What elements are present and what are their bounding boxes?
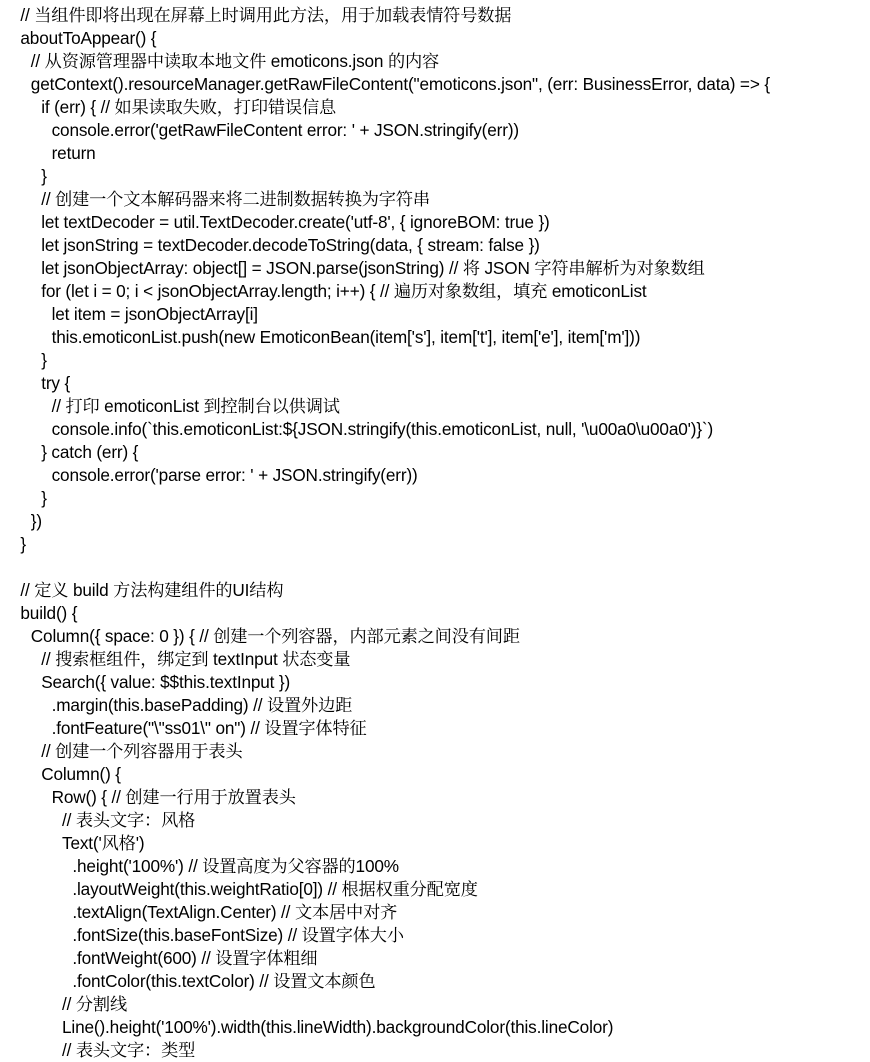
code-line: .fontFeature("\"ss01\" on") // 设置字体特征: [51, 718, 367, 738]
code-line: // 定义 build 方法构建组件的UI结构: [20, 580, 284, 600]
code-line: let jsonString = textDecoder.decodeToString(data, { stream: false }): [41, 235, 540, 255]
code-line: }: [20, 534, 26, 554]
code-line: let textDecoder = util.TextDecoder.create('utf-8', { ignoreBOM: true }): [41, 212, 550, 232]
code-line: // 表头文字：风格: [62, 810, 196, 830]
code-line: Search({ value: $$this.textInput }): [41, 672, 291, 692]
code-line: this.emoticonList.push(new EmoticonBean(item['s'], item['t'], item['e'], item['m'])): [51, 327, 641, 347]
code-line: .margin(this.basePadding) // 设置外边距: [51, 695, 353, 715]
code-line: return: [51, 143, 96, 163]
code-line: .fontColor(this.textColor) // 设置文本颜色: [72, 971, 376, 991]
code-line: }: [41, 166, 47, 186]
code-line: let item = jsonObjectArray[i]: [51, 304, 258, 324]
code-line: .fontSize(this.baseFontSize) // 设置字体大小: [72, 925, 404, 945]
code-line: .layoutWeight(this.weightRatio[0]) // 根据权重分配宽度: [72, 879, 478, 899]
code-line: .height('100%') // 设置高度为父容器的100%: [72, 856, 399, 876]
code-line: }): [30, 511, 42, 531]
code-line: // 创建一个文本解码器来将二进制数据转换为字符串: [41, 189, 430, 209]
code-line: try {: [41, 373, 71, 393]
code-line: if (err) { // 如果读取失败，打印错误信息: [41, 97, 337, 117]
code-line: // 当组件即将出现在屏幕上时调用此方法，用于加载表情符号数据: [20, 5, 512, 25]
code-line: Text('风格'): [62, 833, 145, 853]
code-line: Row() { // 创建一行用于放置表头: [51, 787, 296, 807]
code-line: // 分割线: [62, 994, 127, 1014]
code-line: build() {: [20, 603, 78, 623]
code-line: // 表头文字：类型: [62, 1040, 196, 1060]
code-line: // 从资源管理器中读取本地文件 emoticons.json 的内容: [30, 51, 440, 71]
code-line: console.error('parse error: ' + JSON.stringify(err)): [51, 465, 418, 485]
code-line: console.error('getRawFileContent error: ' + JSON.stringify(err)): [51, 120, 519, 140]
code-line: [0, 556, 870, 579]
code-line: getContext().resourceManager.getRawFileContent("emoticons.json", (err: BusinessError, data) => {: [30, 74, 770, 94]
code-line: console.info(`this.emoticonList:${JSON.stringify(this.emoticonList, null, '\u00a0\u00a0')}`): [51, 419, 714, 439]
code-line: } catch (err) {: [41, 442, 139, 462]
code-line: .textAlign(TextAlign.Center) // 文本居中对齐: [72, 902, 398, 922]
code-line: .fontWeight(600) // 设置字体粗细: [72, 948, 318, 968]
code-line: aboutToAppear() {: [20, 28, 157, 48]
code-line: // 搜索框组件，绑定到 textInput 状态变量: [41, 649, 351, 669]
code-line: }: [41, 488, 47, 508]
code-line: // 创建一个列容器用于表头: [41, 741, 243, 761]
code-line: Line().height('100%').width(this.lineWidth).backgroundColor(this.lineColor): [62, 1017, 614, 1037]
code-line: Column({ space: 0 }) { // 创建一个列容器，内部元素之间没有间距: [30, 626, 520, 646]
code-line: let jsonObjectArray: object[] = JSON.parse(jsonString) // 将 JSON 字符串解析为对象数组: [41, 258, 705, 278]
code-line: for (let i = 0; i < jsonObjectArray.length; i++) { // 遍历对象数组，填充 emoticonList: [41, 281, 647, 301]
code-line: Column() {: [41, 764, 121, 784]
code-line: }: [41, 350, 47, 370]
code-line: // 打印 emoticonList 到控制台以供调试: [51, 396, 340, 416]
code-document: [0, 4, 870, 1062]
